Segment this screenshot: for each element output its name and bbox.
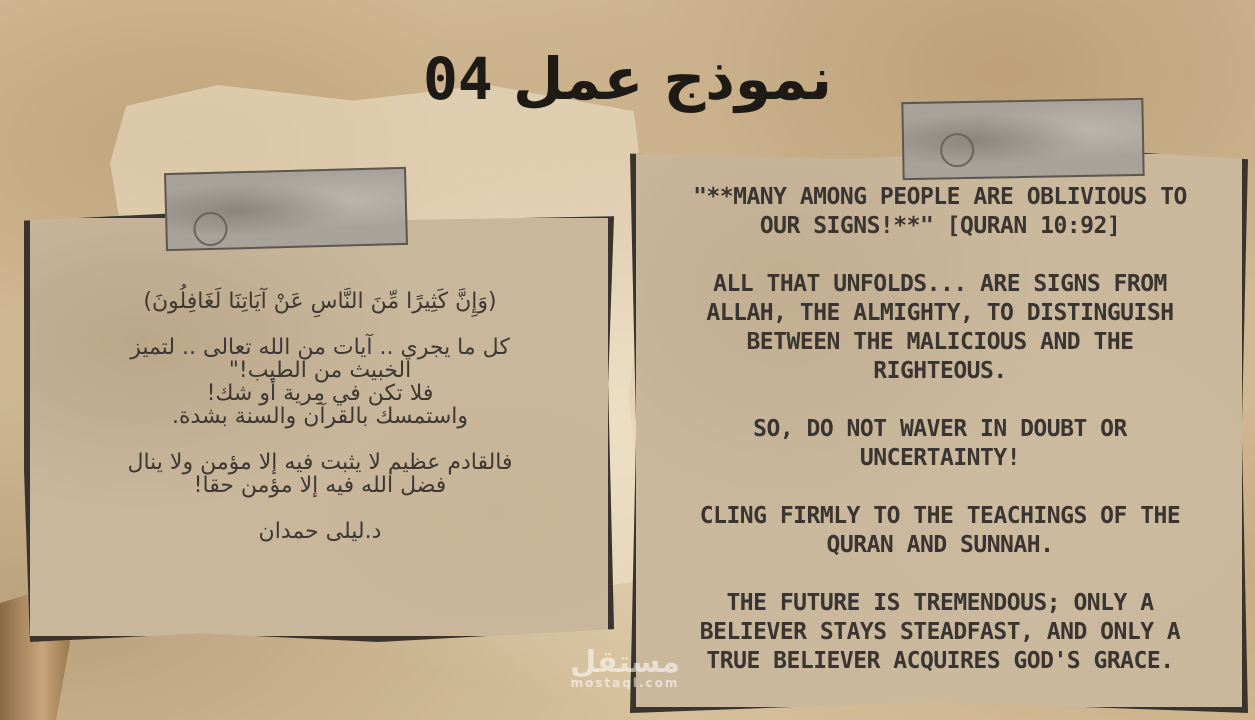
text-line: واستمسك بالقرآن والسنة بشدة. <box>171 404 469 429</box>
tape-strip-right <box>901 98 1144 180</box>
text-line: TRUE BELIEVER ACQUIRES GOD'S GRACE. <box>706 648 1174 674</box>
title-number: 04 <box>422 45 493 113</box>
text-line: SO, DO NOT WAVER IN DOUBT OR <box>753 416 1127 442</box>
text-line: QURAN AND SUNNAH. <box>826 532 1054 558</box>
english-paragraph-1 <box>660 183 1220 241</box>
watermark-main: مستقل <box>570 645 680 680</box>
author-name: د.ليلى حمدان <box>258 519 382 544</box>
title-arabic: نموذج عمل <box>512 45 833 113</box>
watermark-sub: mostaql.com <box>570 676 680 690</box>
watermark-logo <box>545 645 705 705</box>
text-line: OUR SIGNS!**" [QURAN 10:92] <box>759 213 1121 239</box>
english-paragraph-5 <box>660 589 1220 676</box>
text-line: "**MANY AMONG PEOPLE ARE OBLIVIOUS TO <box>693 184 1187 210</box>
arabic-card-text <box>40 290 600 566</box>
tape-strip-left <box>164 167 408 251</box>
text-line: UNCERTAINTY! <box>859 445 1021 471</box>
text-line: فلا تكن في مِرية أو شك! <box>206 381 434 406</box>
text-line: BETWEEN THE MALICIOUS AND THE <box>746 329 1134 355</box>
text-line: فضل الله فيه إلا مؤمن حقا! <box>193 473 447 498</box>
text-line: فالقادم عظيم لا يثبت فيه إلا مؤمن ولا ينال <box>127 450 513 475</box>
text-line: ALLAH, THE ALMIGHTY, TO DISTINGUISH <box>706 300 1174 326</box>
text-line: BELIEVER STAYS STEADFAST, AND ONLY A <box>699 619 1181 645</box>
text-line: RIGHTEOUS. <box>873 358 1007 384</box>
quran-verse: (وَإِنَّ كَثِيرًا مِّنَ النَّاسِ عَنْ آيَاتِنَا لَغَافِلُونَ) <box>143 289 497 314</box>
rose-stamp-icon <box>193 212 228 247</box>
english-paragraph-3 <box>660 415 1220 473</box>
text-line: THE FUTURE IS TREMENDOUS; ONLY A <box>726 590 1154 616</box>
text-line: كل ما يجري .. آيات من الله تعالى .. لتميز <box>130 335 510 360</box>
arabic-paragraph-2 <box>40 451 600 497</box>
rose-stamp-icon <box>940 133 975 168</box>
arabic-paragraph-1 <box>40 336 600 428</box>
text-line: ALL THAT UNFOLDS... ARE SIGNS FROM <box>713 271 1167 297</box>
text-line: CLING FIRMLY TO THE TEACHINGS OF THE <box>699 503 1181 529</box>
english-paragraph-4 <box>660 502 1220 560</box>
text-line: الخبيث من الطيب!" <box>228 358 412 383</box>
english-card-text <box>660 183 1220 705</box>
english-paragraph-2 <box>660 270 1220 386</box>
